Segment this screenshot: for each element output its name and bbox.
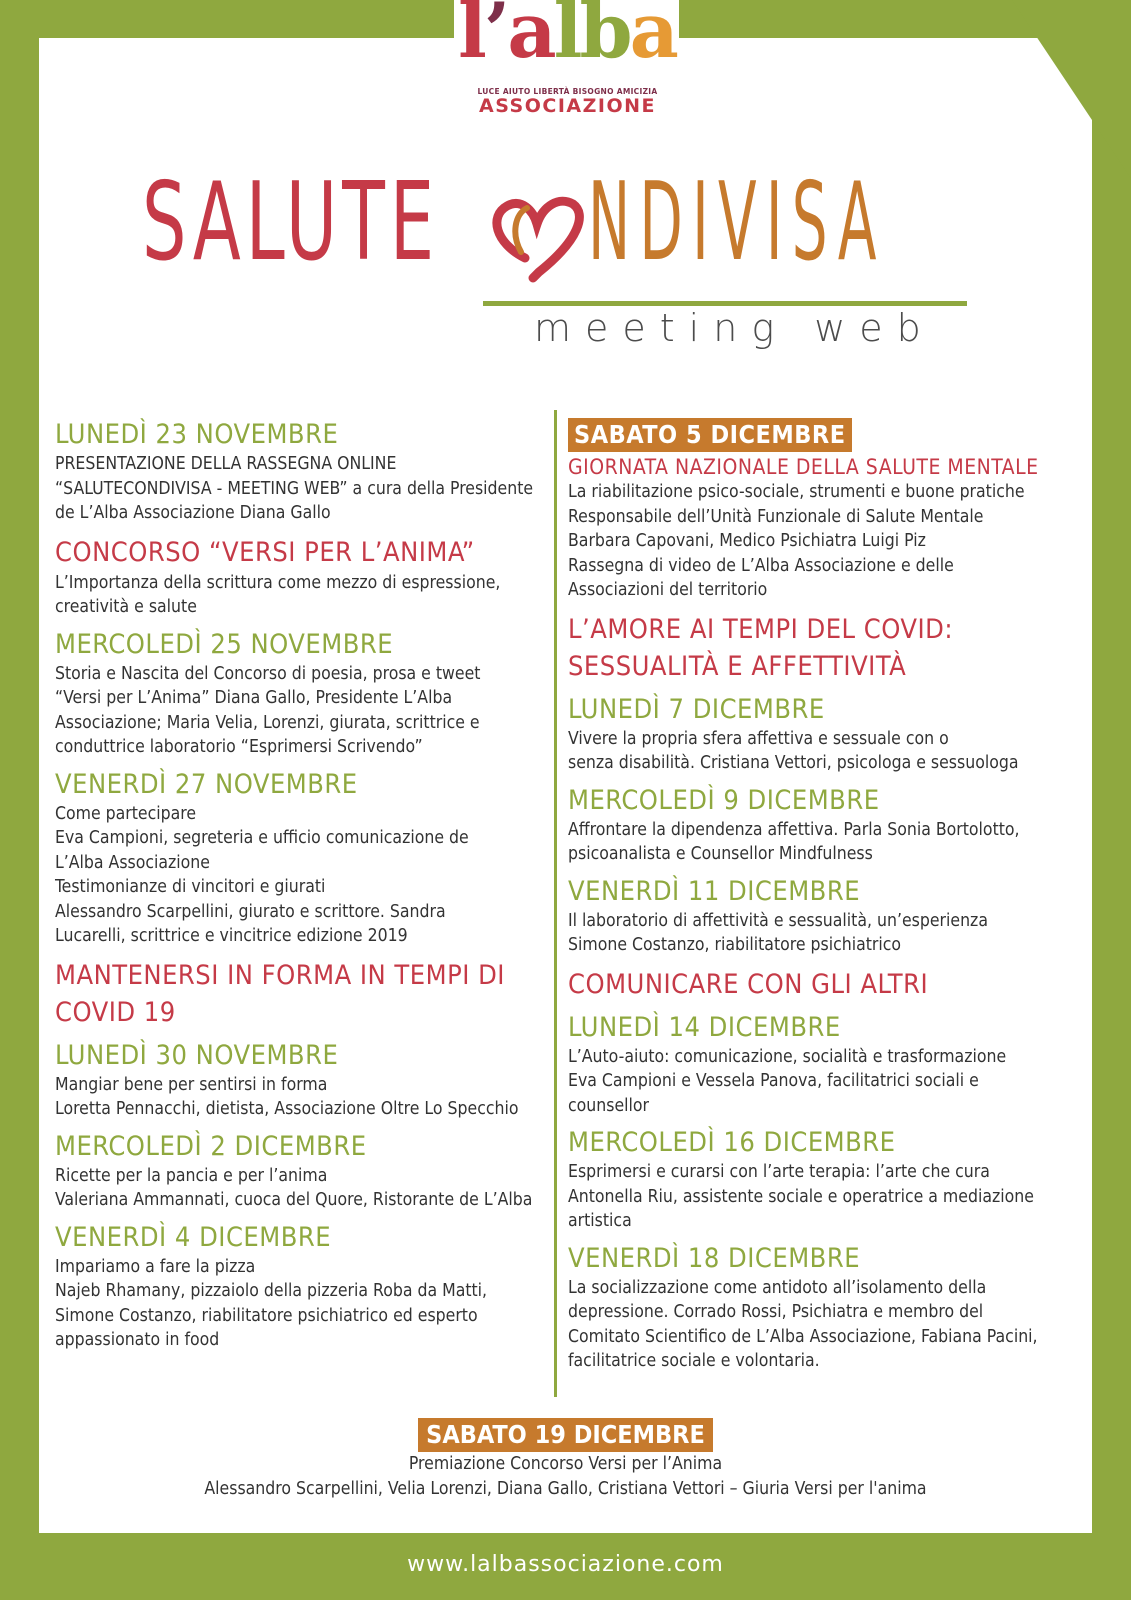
entry-heading: CONCORSO “VERSI PER L’ANIMA”	[55, 536, 475, 568]
entry-heading: GIORNATA NAZIONALE DELLA SALUTE MENTALE	[568, 455, 1039, 479]
right-column	[568, 418, 1068, 1382]
entry-heading: MERCOLEDÌ 25 NOVEMBRE	[55, 628, 394, 660]
entry-line: Antonella Riu, assistente sociale e operatrice a mediazione	[568, 1186, 1034, 1207]
entry-heading: VENERDÌ 27 NOVEMBRE	[55, 768, 358, 800]
logo-letter: a	[507, 0, 554, 75]
entry-heading: MERCOLEDÌ 2 DICEMBRE	[55, 1130, 367, 1162]
program-entry	[568, 1126, 1068, 1234]
entry-line: appassionato in food	[55, 1330, 220, 1350]
programma-ribbon: PROGRAMMA	[991, 39, 1079, 153]
final-event-line: Alessandro Scarpellini, Velia Lorenzi, Diana Gallo, Cristiana Vettori – Giuria Versi per l'anima	[204, 1478, 927, 1499]
entry-line: Lucarelli, scrittrice e vincitrice edizione 2019	[55, 926, 408, 946]
program-entry	[568, 418, 1068, 452]
entry-line: Najeb Rhamany, pizzaiolo della pizzeria Roba da Matti,	[55, 1281, 488, 1301]
entry-line: senza disabilità. Cristiana Vettori, psicologa e sessuologa	[568, 753, 1019, 773]
website-link[interactable]: www.lalbassociazione.com	[407, 1552, 724, 1577]
entry-details	[55, 802, 550, 949]
final-event-heading: SABATO 19 DICEMBRE	[418, 1418, 713, 1452]
entry-line: Storia e Nascita del Concorso di poesia, prosa e tweet	[55, 663, 481, 684]
program-entry	[55, 418, 550, 526]
program-entry	[55, 1039, 550, 1122]
program-entry	[568, 784, 1068, 867]
program-entry	[55, 534, 550, 620]
entry-details	[568, 1160, 1068, 1234]
entry-heading: SABATO 5 DICEMBRE	[568, 418, 852, 452]
final-event-line: Premiazione Concorso Versi per l’Anima	[408, 1454, 723, 1474]
program-entry	[568, 875, 1068, 958]
logo-tagline: LUCE AIUTO LIBERTÀ BISOGNO AMICIZIA	[477, 87, 658, 96]
entry-line: Barbara Capovani, Medico Psichiatra Luigi Piz	[568, 531, 926, 551]
program-entry	[568, 611, 1068, 685]
entry-line: Ricette per la pancia e per l’anima	[55, 1165, 328, 1186]
entry-heading: LUNEDÌ 30 NOVEMBRE	[55, 1039, 339, 1071]
entry-line: L’Importanza della scrittura come mezzo di espressione,	[55, 572, 501, 593]
program-entry	[568, 454, 1068, 603]
entry-details	[568, 1276, 1068, 1374]
entry-line: Il laboratorio di affettività e sessualità, un’esperienza	[568, 910, 988, 931]
entry-details	[568, 1045, 1068, 1119]
entry-line: Associazioni del territorio	[568, 580, 768, 600]
subtitle: meeting web	[534, 306, 935, 350]
entry-heading: LUNEDÌ 23 NOVEMBRE	[55, 419, 339, 450]
entry-line: Come partecipare	[55, 803, 197, 824]
entry-details	[55, 1255, 550, 1353]
heart-icon	[487, 188, 592, 283]
entry-heading: VENERDÌ 4 DICEMBRE	[55, 1221, 332, 1253]
entry-line: Mangiar bene per sentirsi in forma	[55, 1074, 328, 1095]
entry-line: Testimonianze di vincitori e giurati	[55, 877, 326, 897]
entry-details	[55, 452, 550, 526]
program-entry	[55, 768, 550, 949]
entry-line: “Versi per L’Anima” Diana Gallo, Presidente L’Alba	[55, 688, 453, 708]
entry-details	[55, 571, 550, 620]
entry-line: psicoanalista e Counsellor Mindfulness	[568, 844, 873, 864]
entry-heading: VENERDÌ 18 DICEMBRE	[568, 1242, 861, 1274]
entry-heading: COMUNICARE CON GLI ALTRI	[568, 968, 929, 1000]
entry-line: creatività e salute	[55, 597, 197, 617]
entry-line: Rassegna di video de L’Alba Associazione e delle	[568, 555, 954, 576]
logo-association: ASSOCIAZIONE	[479, 95, 656, 117]
entry-line: Comitato Scientifico de L’Alba Associazione, Fabiana Pacini,	[568, 1326, 1038, 1347]
entry-line: counsellor	[568, 1095, 649, 1116]
column-divider	[554, 410, 557, 1397]
logo-wordmark	[458, 0, 676, 75]
entry-line: Eva Campioni, segreteria e ufficio comunicazione de	[55, 828, 469, 848]
entry-line: conduttrice laboratorio “Esprimersi Scrivendo”	[55, 737, 423, 757]
entry-heading: MANTENERSI IN FORMA IN TEMPI DI COVID 19	[55, 959, 505, 1028]
entry-details	[55, 662, 550, 760]
program-entry	[55, 1130, 550, 1213]
program-entry	[55, 957, 550, 1031]
entry-line: Eva Campioni e Vessela Panova, facilitatrici sociali e	[568, 1071, 979, 1091]
entry-line: “SALUTECONDIVISA - MEETING WEB” a cura della Presidente	[55, 478, 534, 499]
entry-line: artistica	[568, 1211, 632, 1231]
entry-details	[55, 1164, 550, 1213]
entry-line: Simone Costanzo, riabilitatore psichiatrico ed esperto	[55, 1305, 478, 1326]
entry-heading: MERCOLEDÌ 16 DICEMBRE	[568, 1127, 896, 1158]
logo-apostrophe: ’	[483, 0, 508, 75]
entry-details	[55, 1073, 550, 1122]
final-event	[0, 1418, 1131, 1501]
title-condivisa: NDIVISA	[588, 160, 886, 285]
entry-heading: LUNEDÌ 7 DICEMBRE	[568, 693, 825, 725]
logo-letter: l	[458, 0, 484, 75]
entry-line: Affrontare la dipendenza affettiva. Parla Sonia Bortolotto,	[568, 819, 1020, 840]
entry-line: de L’Alba Associazione Diana Gallo	[55, 503, 331, 523]
entry-line: depressione. Corrado Rossi, Psichiatra e membro del	[568, 1302, 984, 1322]
program-entry	[568, 966, 1068, 1003]
entry-line: Esprimersi e curarsi con l’arte terapia: l’arte che cura	[568, 1162, 990, 1182]
entry-line: Associazione; Maria Velia, Lorenzi, giurata, scrittrice e	[55, 712, 480, 733]
entry-line: Impariamo a fare la pizza	[55, 1256, 256, 1277]
entry-line: Loretta Pennacchi, dietista, Associazione Oltre Lo Specchio	[55, 1099, 519, 1119]
logo-letter: a	[629, 0, 676, 75]
entry-line: L’Auto-aiuto: comunicazione, socialità e trasformazione	[568, 1046, 1007, 1067]
entry-line: Responsabile dell’Unità Funzionale di Salute Mentale	[568, 506, 984, 527]
entry-heading: L’AMORE AI TEMPI DEL COVID: SESSUALITÀ E AFFETTIVITÀ	[568, 613, 954, 682]
program-entry	[55, 628, 550, 760]
program-entry	[55, 1221, 550, 1353]
entry-line: Valeriana Ammannati, cuoca del Quore, Ristorante de L’Alba	[55, 1190, 533, 1210]
entry-line: Simone Costanzo, riabilitatore psichiatrico	[568, 935, 902, 955]
entry-details	[568, 818, 1068, 867]
entry-line: Vivere la propria sfera affettiva e sessuale con o	[568, 728, 949, 749]
entry-details	[568, 909, 1068, 958]
entry-line: L’Alba Associazione	[55, 852, 210, 873]
title-salute: SALUTE	[142, 160, 440, 285]
entry-heading: LUNEDÌ 14 DICEMBRE	[568, 1011, 841, 1043]
left-column	[55, 418, 550, 1361]
entry-line: La riabilitazione psico-sociale, strumenti e buone pratiche	[568, 482, 1025, 502]
logo-letter: lb	[553, 0, 630, 75]
entry-details	[568, 727, 1068, 776]
entry-line: Alessandro Scarpellini, giurato e scrittore. Sandra	[55, 901, 446, 922]
entry-line: facilitatrice sociale e volontaria.	[568, 1351, 820, 1371]
program-entry	[568, 1011, 1068, 1119]
entry-heading: VENERDÌ 11 DICEMBRE	[568, 875, 861, 907]
final-event-details	[0, 1452, 1131, 1501]
entry-line: PRESENTAZIONE DELLA RASSEGNA ONLINE	[55, 454, 397, 474]
entry-heading: MERCOLEDÌ 9 DICEMBRE	[568, 784, 880, 816]
program-entry	[568, 693, 1068, 776]
program-entry	[568, 1242, 1068, 1374]
entry-line: La socializzazione come antidoto all’isolamento della	[568, 1277, 987, 1298]
entry-details	[568, 480, 1068, 603]
